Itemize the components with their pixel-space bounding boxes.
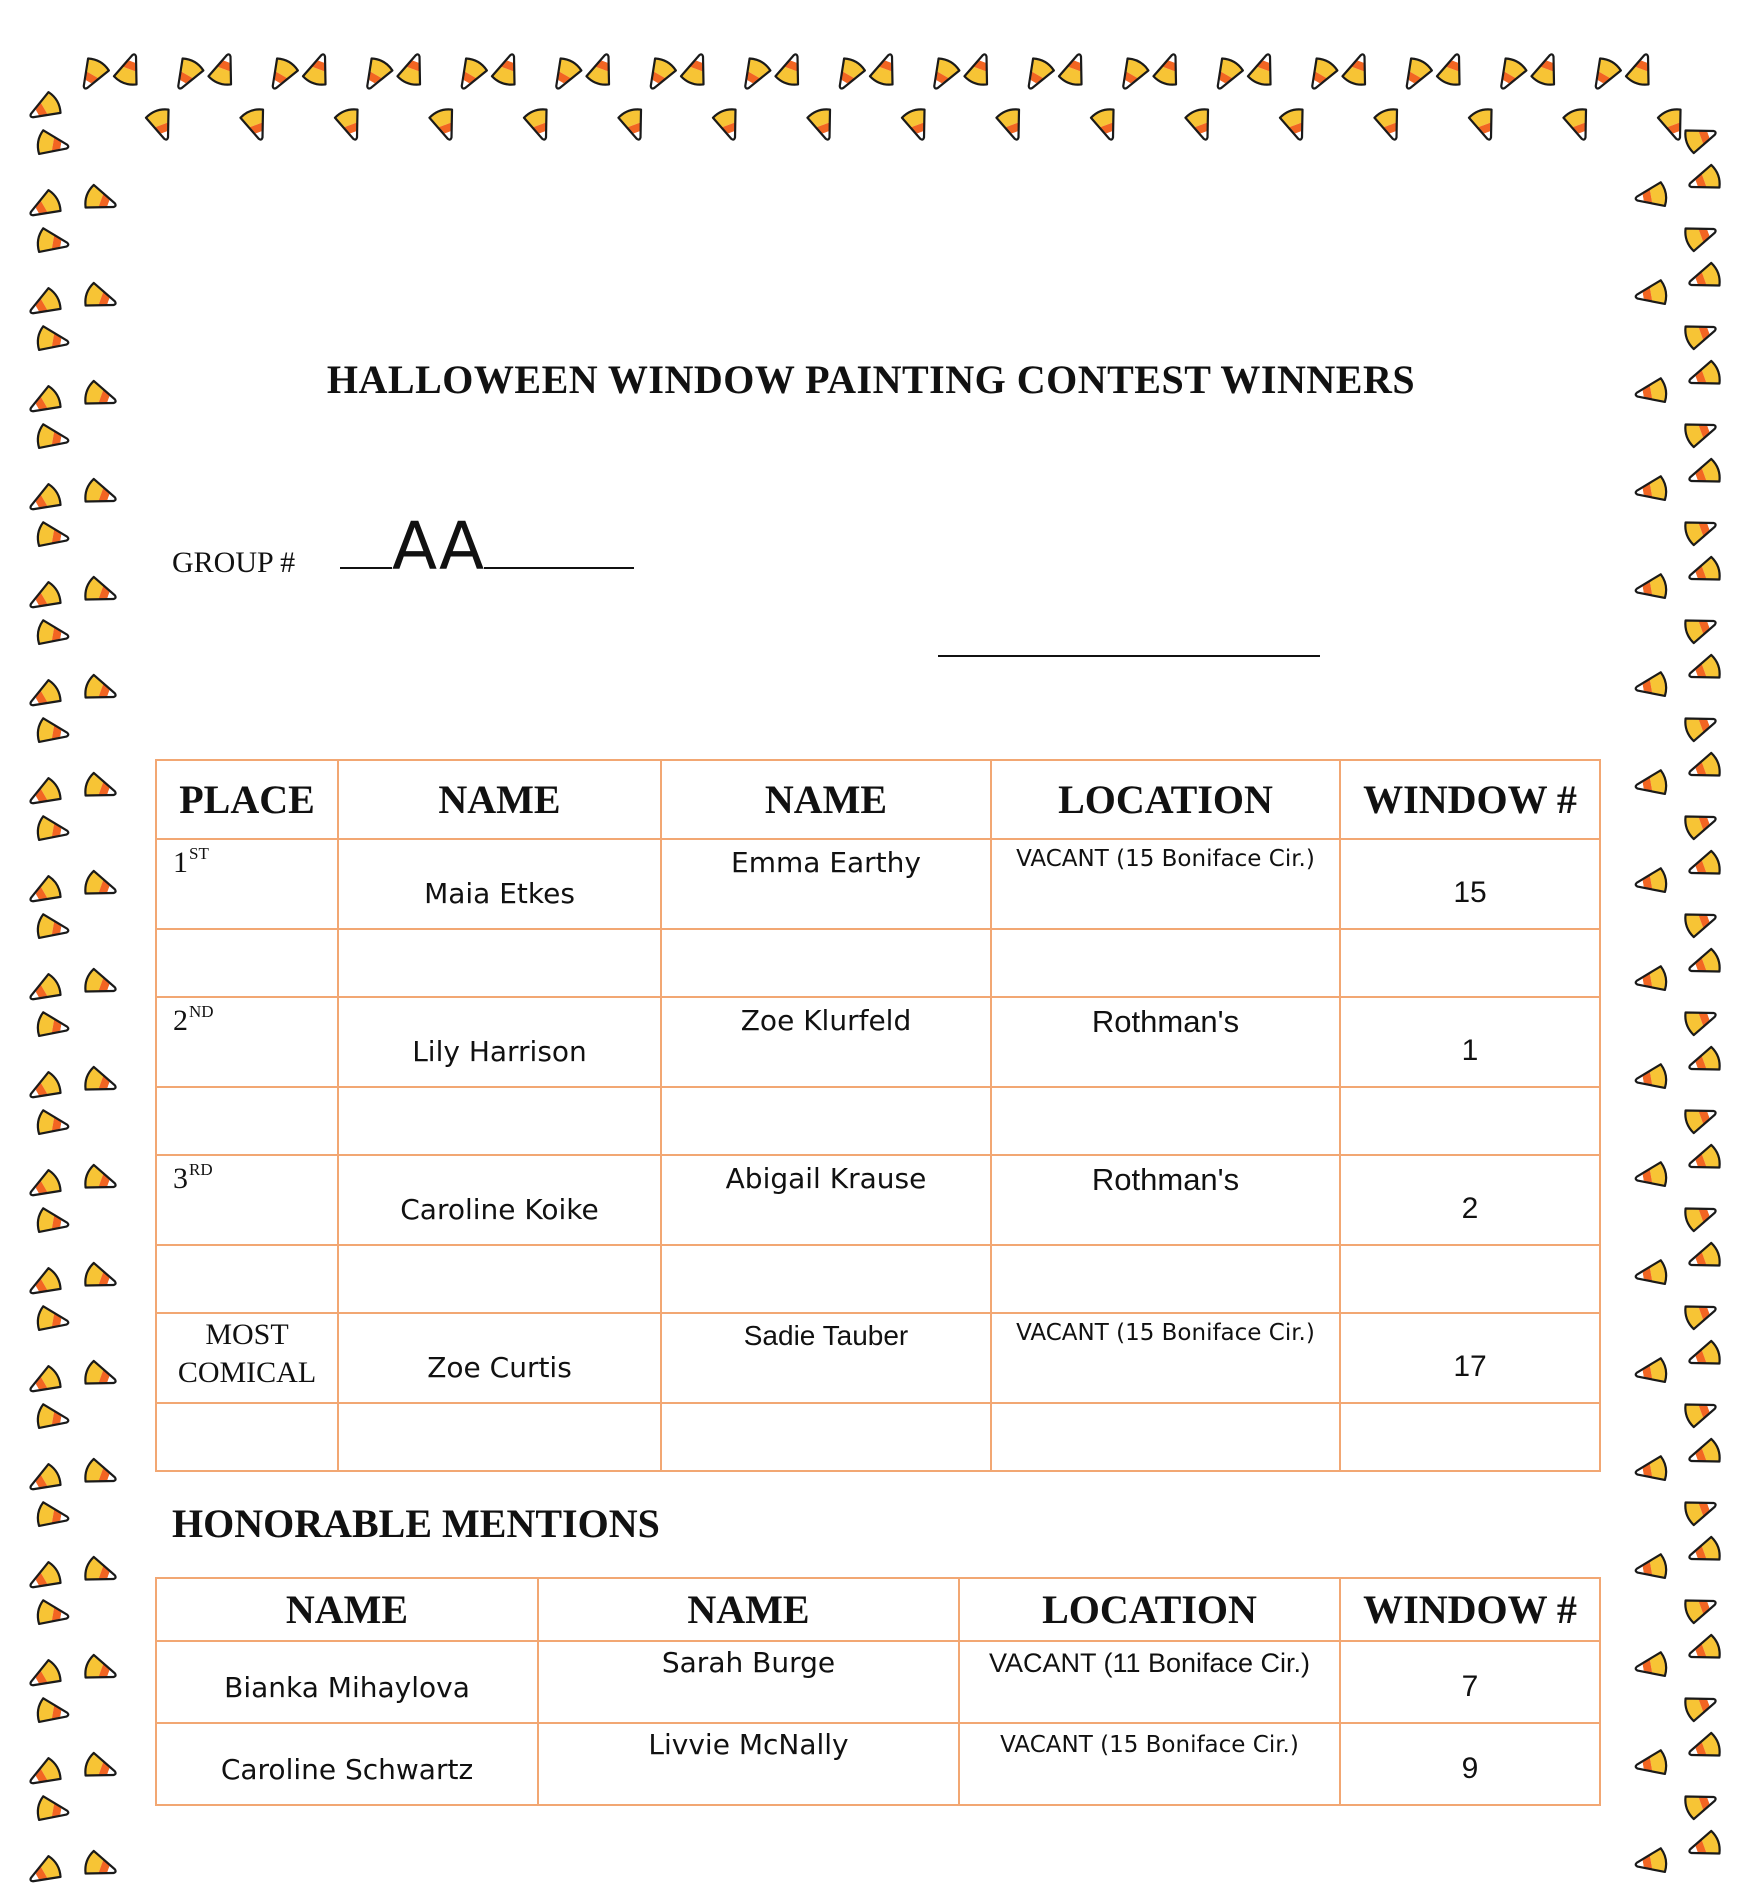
- location-cell: VACANT (15 Boniface Cir.): [959, 1723, 1340, 1805]
- window-cell: 7: [1340, 1641, 1600, 1723]
- candy-corn-icon: [36, 326, 71, 355]
- candy-corn-icon: [1397, 56, 1433, 95]
- name-cell: Caroline Koike: [338, 1155, 661, 1245]
- candy-corn-icon: [24, 1757, 63, 1793]
- candy-corn-icon: [24, 1855, 63, 1886]
- candy-corn-icon: [207, 50, 240, 87]
- column-header-location: LOCATION: [991, 760, 1340, 839]
- winners-table: [155, 759, 1601, 1472]
- candy-corn-icon: [1633, 1750, 1668, 1779]
- location-cell: VACANT (11 Boniface Cir.): [959, 1641, 1340, 1723]
- window-cell: 1: [1340, 997, 1600, 1087]
- candy-corn-icon: [1058, 50, 1091, 87]
- candy-corn-icon: [830, 56, 866, 95]
- candy-corn-icon: [83, 282, 120, 315]
- candy-corn-icon: [1633, 1848, 1668, 1877]
- place-cell: [156, 839, 338, 929]
- candy-corn-icon: [712, 107, 745, 144]
- candy-corn-icon: [1685, 556, 1722, 589]
- candy-corn-icon: [1683, 807, 1720, 840]
- name-cell: Zoe Curtis: [338, 1313, 661, 1403]
- candy-corn-icon: [302, 50, 335, 87]
- candy-corn-icon: [36, 1698, 71, 1727]
- place-line-2: COMICAL: [177, 1356, 317, 1389]
- blank-row: [156, 1403, 1600, 1471]
- group-label: GROUP #: [172, 546, 296, 579]
- candy-corn-icon: [1685, 1046, 1722, 1079]
- candy-corn-icon: [36, 1600, 71, 1629]
- candy-corn-icon: [24, 875, 63, 911]
- candy-corn-icon: [963, 50, 996, 87]
- table-row: [156, 839, 1600, 929]
- table-row: [156, 1723, 1600, 1805]
- candy-corn-icon: [1492, 56, 1528, 95]
- candy-corn-icon: [1633, 1554, 1668, 1583]
- column-header-window: WINDOW #: [1340, 1578, 1600, 1641]
- honorable-mentions-table: [155, 1577, 1601, 1806]
- place-suffix: ND: [189, 1002, 214, 1021]
- candy-corn-icon: [36, 522, 71, 551]
- place-cell: [156, 1313, 338, 1403]
- candy-corn-icon: [169, 56, 205, 95]
- name-cell: Caroline Schwartz: [156, 1723, 538, 1805]
- table-row: [156, 1155, 1600, 1245]
- name-cell: Sadie Tauber: [661, 1313, 991, 1403]
- name-cell: Livvie McNally: [538, 1723, 959, 1805]
- candy-corn-icon: [36, 620, 71, 649]
- candy-corn-icon: [83, 1066, 120, 1099]
- candy-corn-icon: [1184, 107, 1217, 144]
- candy-corn-icon: [1633, 1260, 1668, 1289]
- signature-line: [938, 655, 1320, 657]
- candy-corn-icon: [1562, 107, 1595, 144]
- place-suffix: ST: [189, 844, 209, 863]
- candy-corn-icon: [24, 581, 63, 617]
- candy-corn-icon: [83, 576, 120, 609]
- candy-corn-icon: [83, 1556, 120, 1589]
- candy-corn-icon: [83, 1654, 120, 1687]
- candy-corn-icon: [1683, 1787, 1720, 1820]
- location-cell: Rothman's: [991, 997, 1340, 1087]
- candy-corn-icon: [1586, 56, 1622, 95]
- candy-corn-icon: [74, 56, 110, 95]
- candy-corn-icon: [1685, 948, 1722, 981]
- candy-corn-icon: [24, 1561, 63, 1597]
- candy-corn-icon: [36, 816, 71, 845]
- candy-corn-icon: [869, 50, 902, 87]
- candy-corn-icon: [36, 1404, 71, 1433]
- window-cell: 2: [1340, 1155, 1600, 1245]
- candy-corn-icon: [617, 107, 650, 144]
- column-header-name: NAME: [538, 1578, 959, 1641]
- candy-corn-icon: [491, 50, 524, 87]
- candy-corn-icon: [641, 56, 677, 95]
- candy-corn-icon: [1683, 1199, 1720, 1232]
- candy-corn-icon: [1633, 770, 1668, 799]
- blank-row: [156, 1087, 1600, 1155]
- candy-corn-icon: [36, 718, 71, 747]
- candy-corn-icon: [83, 1262, 120, 1295]
- candy-corn-icon: [83, 1164, 120, 1197]
- candy-corn-icon: [83, 1850, 120, 1883]
- column-header-name: NAME: [661, 760, 991, 839]
- candy-corn-icon: [1633, 868, 1668, 897]
- candy-corn-icon: [1468, 107, 1501, 144]
- candy-corn-icon: [1633, 182, 1668, 211]
- place-cell: [156, 1155, 338, 1245]
- place-number: 2: [173, 1004, 188, 1037]
- table-row: [156, 1313, 1600, 1403]
- candy-corn-icon: [36, 1502, 71, 1531]
- candy-corn-icon: [113, 50, 146, 87]
- location-cell: Rothman's: [991, 1155, 1340, 1245]
- candy-corn-icon: [1683, 513, 1720, 546]
- candy-corn-icon: [523, 107, 556, 144]
- column-header-location: LOCATION: [959, 1578, 1340, 1641]
- blank-row: [156, 1245, 1600, 1313]
- candy-corn-icon: [428, 107, 461, 144]
- location-cell: VACANT (15 Boniface Cir.): [991, 1313, 1340, 1403]
- candy-corn-icon: [1683, 1591, 1720, 1624]
- place-suffix: RD: [189, 1160, 213, 1179]
- candy-corn-icon: [1683, 905, 1720, 938]
- candy-corn-icon: [24, 1365, 63, 1401]
- candy-corn-icon: [83, 870, 120, 903]
- candy-corn-icon: [1373, 107, 1406, 144]
- candy-corn-icon: [24, 1071, 63, 1107]
- window-cell: 15: [1340, 839, 1600, 929]
- candy-corn-icon: [1683, 1689, 1720, 1722]
- candy-corn-icon: [83, 478, 120, 511]
- candy-corn-icon: [1685, 1732, 1722, 1765]
- candy-corn-icon: [1685, 850, 1722, 883]
- candy-corn-icon: [1685, 1340, 1722, 1373]
- place-number: 3: [173, 1162, 188, 1195]
- candy-corn-icon: [995, 107, 1028, 144]
- honorable-mentions-title: HONORABLE MENTIONS: [172, 1501, 660, 1546]
- candy-corn-icon: [1685, 1536, 1722, 1569]
- candy-corn-icon: [806, 107, 839, 144]
- candy-corn-icon: [1633, 476, 1668, 505]
- candy-corn-icon: [36, 914, 71, 943]
- candy-corn-icon: [736, 56, 772, 95]
- winners-header-row: [156, 760, 1600, 839]
- candy-corn-icon: [547, 56, 583, 95]
- page-title: HALLOWEEN WINDOW PAINTING CONTEST WINNERS: [326, 357, 1416, 402]
- candy-corn-icon: [1683, 317, 1720, 350]
- candy-corn-icon: [1685, 262, 1722, 295]
- candy-corn-icon: [36, 1796, 71, 1825]
- candy-corn-icon: [1114, 56, 1150, 95]
- candy-corn-icon: [36, 228, 71, 257]
- column-header-window: WINDOW #: [1340, 760, 1600, 839]
- candy-corn-icon: [36, 1012, 71, 1041]
- blank-row: [156, 929, 1600, 997]
- candy-corn-icon: [1208, 56, 1244, 95]
- candy-corn-icon: [680, 50, 713, 87]
- column-header-place: PLACE: [156, 760, 338, 839]
- candy-corn-icon: [1090, 107, 1123, 144]
- candy-corn-icon: [1530, 50, 1563, 87]
- candy-corn-icon: [24, 483, 63, 519]
- candy-corn-icon: [36, 1208, 71, 1237]
- candy-corn-icon: [1633, 1456, 1668, 1485]
- candy-corn-icon: [83, 1458, 120, 1491]
- window-cell: 9: [1340, 1723, 1600, 1805]
- candy-corn-icon: [1685, 164, 1722, 197]
- candy-corn-icon: [1685, 752, 1722, 785]
- candy-corn-icon: [83, 772, 120, 805]
- honorable-header-row: [156, 1578, 1600, 1641]
- candy-corn-icon: [1685, 1634, 1722, 1667]
- candy-corn-icon: [1436, 50, 1469, 87]
- candy-corn-icon: [1685, 654, 1722, 687]
- candy-corn-icon: [1683, 1003, 1720, 1036]
- name-cell: Maia Etkes: [338, 839, 661, 929]
- candy-corn-icon: [1633, 1162, 1668, 1191]
- candy-corn-icon: [83, 1752, 120, 1785]
- candy-corn-icon: [36, 1110, 71, 1139]
- candy-corn-icon: [1633, 1358, 1668, 1387]
- candy-corn-icon: [396, 50, 429, 87]
- candy-corn-icon: [1683, 611, 1720, 644]
- candy-corn-icon: [1303, 56, 1339, 95]
- candy-corn-icon: [263, 56, 299, 95]
- candy-corn-icon: [1683, 1101, 1720, 1134]
- candy-corn-icon: [1685, 458, 1722, 491]
- candy-corn-icon: [24, 287, 63, 323]
- candy-corn-icon: [24, 91, 63, 127]
- candy-corn-icon: [1633, 966, 1668, 995]
- name-cell: Bianka Mihaylova: [156, 1641, 538, 1723]
- candy-corn-icon: [1685, 1242, 1722, 1275]
- candy-corn-icon: [1633, 574, 1668, 603]
- candy-corn-icon: [1019, 56, 1055, 95]
- candy-corn-icon: [1685, 1438, 1722, 1471]
- table-row: [156, 1641, 1600, 1723]
- candy-corn-icon: [83, 1360, 120, 1393]
- place-line-1: MOST: [205, 1318, 289, 1351]
- candy-corn-icon: [774, 50, 807, 87]
- table-row: [156, 997, 1600, 1087]
- candy-corn-icon: [24, 1659, 63, 1695]
- candy-corn-icon: [1683, 219, 1720, 252]
- candy-corn-icon: [358, 56, 394, 95]
- column-header-name: NAME: [156, 1578, 538, 1641]
- candy-corn-icon: [36, 424, 71, 453]
- candy-corn-icon: [925, 56, 961, 95]
- name-cell: Emma Earthy: [661, 839, 991, 929]
- group-value: AA: [392, 508, 485, 585]
- candy-corn-icon: [83, 184, 120, 217]
- candy-corn-icon: [1247, 50, 1280, 87]
- name-cell: Zoe Klurfeld: [661, 997, 991, 1087]
- candy-corn-icon: [1683, 1297, 1720, 1330]
- place-cell: [156, 997, 338, 1087]
- candy-corn-icon: [1683, 415, 1720, 448]
- candy-corn-icon: [24, 1169, 63, 1205]
- candy-corn-icon: [1633, 1064, 1668, 1093]
- candy-corn-icon: [1341, 50, 1374, 87]
- candy-corn-icon: [1633, 280, 1668, 309]
- candy-corn-icon: [24, 777, 63, 813]
- candy-corn-icon: [1633, 672, 1668, 701]
- candy-corn-icon: [901, 107, 934, 144]
- candy-corn-icon: [452, 56, 488, 95]
- name-cell: Lily Harrison: [338, 997, 661, 1087]
- candy-corn-icon: [1685, 1144, 1722, 1177]
- candy-corn-icon: [24, 189, 63, 225]
- column-header-name: NAME: [338, 760, 661, 839]
- candy-corn-icon: [1633, 1652, 1668, 1681]
- location-cell: VACANT (15 Boniface Cir.): [991, 839, 1340, 929]
- candy-corn-icon: [1683, 1493, 1720, 1526]
- candy-corn-icon: [145, 107, 178, 144]
- candy-corn-icon: [36, 130, 71, 159]
- window-cell: 17: [1340, 1313, 1600, 1403]
- candy-corn-icon: [1683, 709, 1720, 742]
- candy-corn-icon: [1683, 121, 1720, 154]
- name-cell: Sarah Burge: [538, 1641, 959, 1723]
- candy-corn-icon: [24, 1267, 63, 1303]
- candy-corn-icon: [1685, 1830, 1722, 1863]
- candy-corn-icon: [83, 968, 120, 1001]
- candy-corn-icon: [24, 679, 63, 715]
- candy-corn-icon: [1152, 50, 1185, 87]
- candy-corn-icon: [585, 50, 618, 87]
- candy-corn-icon: [24, 1463, 63, 1499]
- name-cell: Abigail Krause: [661, 1155, 991, 1245]
- place-number: 1: [173, 846, 188, 879]
- candy-corn-icon: [24, 973, 63, 1009]
- candy-corn-icon: [334, 107, 367, 144]
- candy-corn-icon: [83, 674, 120, 707]
- group-value-field: [340, 508, 634, 585]
- candy-corn-icon: [1279, 107, 1312, 144]
- candy-corn-icon: [1625, 50, 1658, 87]
- candy-corn-icon: [239, 107, 272, 144]
- candy-corn-icon: [1683, 1395, 1720, 1428]
- candy-corn-icon: [36, 1306, 71, 1335]
